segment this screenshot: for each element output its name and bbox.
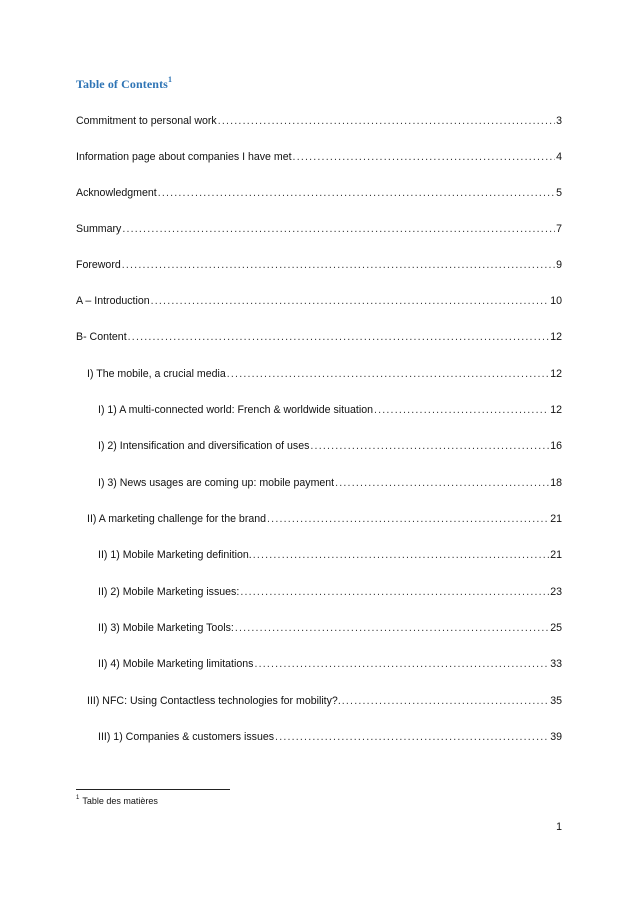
toc-leader [227, 367, 549, 381]
toc-entry-label: A – Introduction [76, 295, 150, 307]
toc-leader [335, 476, 549, 490]
toc-entry[interactable] [87, 512, 562, 526]
toc-entry-label: I) 2) Intensification and diversification of uses [98, 440, 310, 452]
toc-entry[interactable] [76, 330, 562, 344]
toc-entry-page: 18 [550, 477, 562, 489]
toc-entry-label: I) The mobile, a crucial media [87, 368, 226, 380]
toc-leader [310, 439, 549, 453]
toc-leader [374, 403, 549, 417]
toc-entry[interactable] [76, 150, 562, 164]
toc-entry[interactable] [98, 657, 562, 671]
toc-entry[interactable] [76, 186, 562, 200]
toc-entry-label: II) 2) Mobile Marketing issues: [98, 586, 240, 598]
toc-leader [128, 330, 550, 344]
page-number: 1 [556, 821, 562, 833]
toc-leader [218, 114, 555, 128]
toc-leader [275, 730, 549, 744]
toc-leader [235, 621, 549, 635]
toc-entry-page: 25 [550, 622, 562, 634]
toc-entry-page: 23 [550, 586, 562, 598]
toc-entry[interactable] [98, 730, 562, 744]
toc-entry-label: Acknowledgment [76, 187, 157, 199]
toc-entry-label: Information page about companies I have met [76, 151, 292, 163]
toc-entry-page: 21 [550, 513, 562, 525]
toc-entry-label: II) 4) Mobile Marketing limitations [98, 658, 254, 670]
footnote-separator [76, 789, 230, 790]
toc-leader [158, 186, 555, 200]
toc-entry-page: 3 [556, 115, 562, 127]
toc-leader [122, 222, 555, 236]
toc-title [76, 76, 172, 92]
toc-entry-label: III) 1) Companies & customers issues [98, 731, 275, 743]
toc-leader [151, 294, 550, 308]
toc-entry-label: III) NFC: Using Contactless technologies for mobility?. [87, 695, 341, 707]
toc-leader [122, 258, 555, 272]
toc-entry[interactable] [76, 294, 562, 308]
toc-entry-page: 12 [550, 404, 562, 416]
footnote [76, 796, 158, 806]
toc-entry[interactable] [76, 222, 562, 236]
toc-leader [267, 512, 549, 526]
toc-entry-page: 12 [550, 368, 562, 380]
toc-entry-page: 10 [550, 295, 562, 307]
toc-entry[interactable] [98, 621, 562, 635]
toc-entry[interactable] [98, 585, 562, 599]
toc-leader [254, 657, 549, 671]
toc-entry[interactable] [98, 439, 562, 453]
toc-entry[interactable] [98, 548, 562, 562]
toc-entry-page: 33 [550, 658, 562, 670]
toc-entry-label: Summary [76, 223, 122, 235]
toc-entry-label: Foreword [76, 259, 121, 271]
toc-entry[interactable] [76, 114, 562, 128]
toc-entry-label: I) 3) News usages are coming up: mobile payment [98, 477, 335, 489]
toc-entry[interactable] [76, 258, 562, 272]
toc-entry[interactable] [98, 476, 562, 490]
toc-entry-page: 12 [550, 331, 562, 343]
toc-entry[interactable] [87, 367, 562, 381]
toc-leader [342, 694, 549, 708]
toc-title-text: Table of Contents [76, 77, 168, 91]
toc-entry[interactable] [98, 403, 562, 417]
toc-entry-page: 5 [556, 187, 562, 199]
footnote-text: Table des matières [82, 796, 158, 806]
toc-entry-page: 9 [556, 259, 562, 271]
toc-title-footnote-mark: 1 [167, 75, 173, 84]
toc-entry-label: I) 1) A multi-connected world: French & worldwide situation [98, 404, 373, 416]
toc-entry-page: 21 [550, 549, 562, 561]
toc-entry-label: II) 1) Mobile Marketing definition. [98, 549, 252, 561]
toc-entry-label: II) A marketing challenge for the brand [87, 513, 267, 525]
toc-entry-page: 16 [550, 440, 562, 452]
toc-entry-page: 4 [556, 151, 562, 163]
toc-entry-label: B- Content [76, 331, 127, 343]
toc-entry-label: II) 3) Mobile Marketing Tools: [98, 622, 234, 634]
toc-leader [253, 548, 550, 562]
toc-leader [293, 150, 556, 164]
toc-entry-page: 35 [550, 695, 562, 707]
toc-entry-label: Commitment to personal work [76, 115, 217, 127]
toc-leader [240, 585, 549, 599]
footnote-mark: 1 [76, 795, 80, 801]
toc-entry-page: 7 [556, 223, 562, 235]
toc-entry-page: 39 [550, 731, 562, 743]
toc-entry[interactable] [87, 694, 562, 708]
